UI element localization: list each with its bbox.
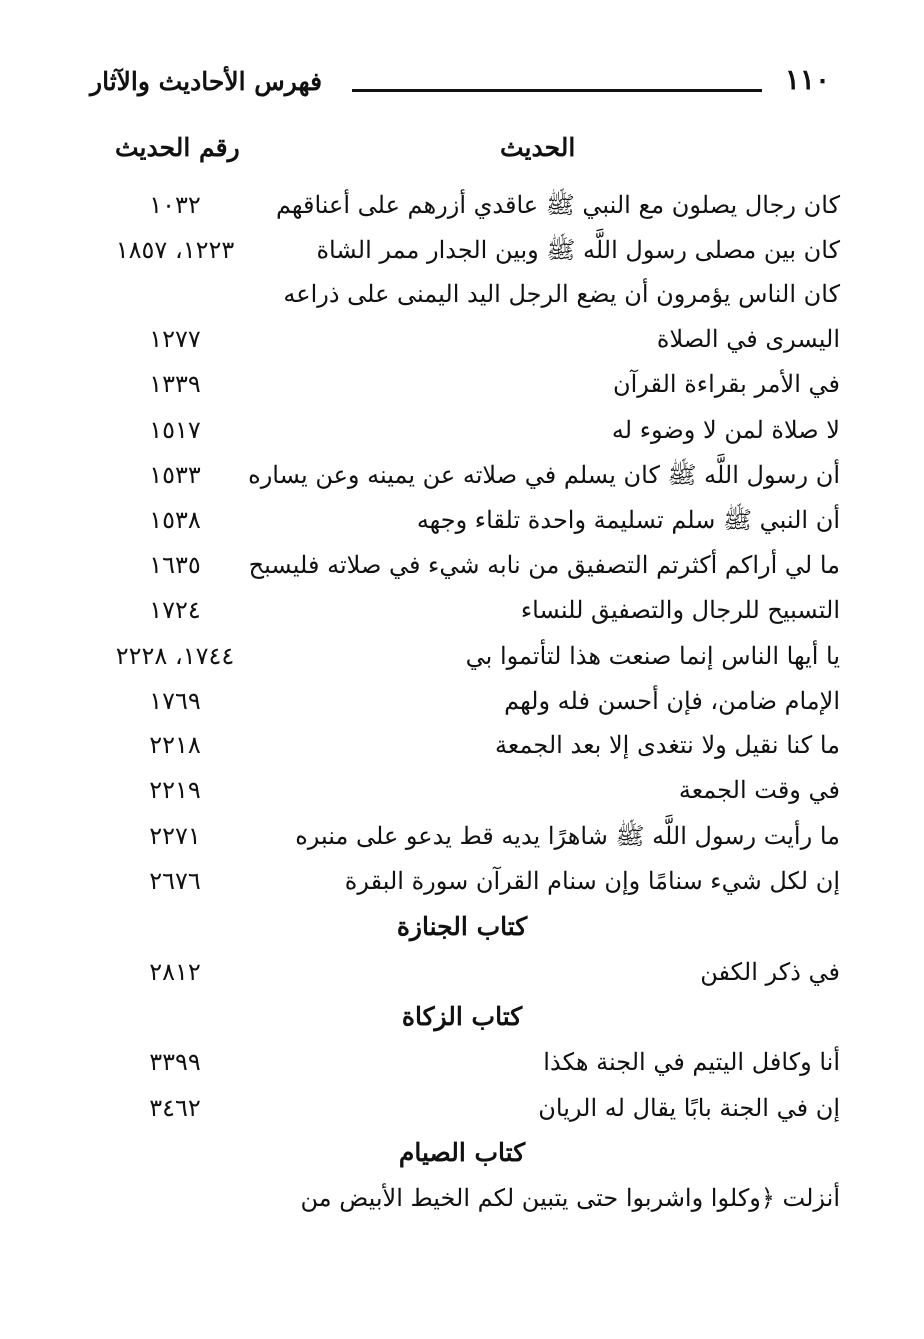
entry-text: ما لي أراكم أكثرتم التصفيق من نابه شيء في صلاته فليسبح	[248, 551, 840, 579]
index-entry	[100, 410, 840, 450]
entry-text: لا صلاة لمن لا وضوء له	[611, 416, 840, 444]
entry-number: ١٠٣٢	[149, 191, 201, 219]
entry-text: الإمام ضامن، فإن أحسن فله ولهم	[504, 687, 840, 715]
entry-number: ٢٦٧٦	[149, 867, 201, 895]
index-entry	[100, 725, 840, 765]
index-entry	[100, 364, 840, 404]
index-entry	[100, 1088, 840, 1128]
index-entry	[100, 590, 840, 630]
entry-text: إن لكل شيء سنامًا وإن سنام القرآن سورة البقرة	[344, 867, 840, 895]
index-entry	[100, 274, 840, 314]
index-entry	[100, 816, 840, 856]
index-entry	[100, 500, 840, 540]
entry-number: ١٢٢٣، ١٨٥٧	[115, 236, 235, 264]
index-entry	[100, 185, 840, 225]
entry-text: أنزلت ﴿وكلوا واشربوا حتى يتبين لكم الخيط الأبيض من	[300, 1184, 840, 1212]
entry-number: ١٦٣٥	[149, 551, 201, 579]
entry-text: في الأمر بقراءة القرآن	[612, 370, 840, 398]
index-entry	[100, 1178, 840, 1218]
entry-text: يا أيها الناس إنما صنعت هذا لتأتموا بي	[465, 642, 840, 670]
entry-text: أن رسول اللَّه ﷺ كان يسلم في صلاته عن يمينه وعن يساره	[248, 461, 840, 489]
column-heading-number: رقم الحديث	[115, 133, 240, 162]
entry-text: كان الناس يؤمرون أن يضع الرجل اليد اليمنى على ذراعه	[283, 280, 840, 308]
entry-number: ١٧٤٤، ٢٢٢٨	[115, 642, 235, 670]
column-heading-hadith: الحديث	[500, 133, 576, 162]
index-entry	[100, 230, 840, 270]
header-rule	[352, 89, 762, 92]
entry-number: ٢٢١٩	[149, 776, 201, 804]
entry-text: أنا وكافل اليتيم في الجنة هكذا	[543, 1048, 840, 1076]
running-title: فهرس الأحاديث والآثار	[90, 67, 323, 96]
index-entry	[100, 861, 840, 901]
index-entry	[100, 952, 840, 992]
entry-text: أن النبي ﷺ سلم تسليمة واحدة تلقاء وجهه	[416, 506, 840, 534]
entry-number: ١٥٣٣	[149, 461, 201, 489]
entry-number: ١٣٣٩	[149, 370, 201, 398]
entry-text: اليسرى في الصلاة	[656, 325, 840, 353]
entry-number: ١٥١٧	[149, 416, 201, 444]
section-title-zakat: كتاب الزكاة	[401, 1002, 523, 1031]
entry-text: إن في الجنة بابًا يقال له الريان	[538, 1094, 840, 1122]
running-header	[90, 62, 830, 112]
entry-text: ما رأيت رسول اللَّه ﷺ شاهرًا يديه قط يدعو على منبره	[295, 822, 840, 850]
entry-text: كان رجال يصلون مع النبي ﷺ عاقدي أزرهم على أعناقهم	[275, 191, 840, 219]
entry-number: ٢٨١٢	[149, 958, 201, 986]
entry-text: ما كنا نقيل ولا نتغدى إلا بعد الجمعة	[495, 731, 840, 759]
index-entry	[100, 770, 840, 810]
entry-text: في وقت الجمعة	[678, 776, 840, 804]
index-entry	[100, 455, 840, 495]
entry-number: ٣٣٩٩	[149, 1048, 201, 1076]
entry-number: ١٥٣٨	[149, 506, 201, 534]
index-entry	[100, 319, 840, 359]
entry-number: ١٢٧٧	[149, 325, 201, 353]
entry-text: في ذكر الكفن	[700, 958, 840, 986]
index-entry	[100, 636, 840, 676]
entry-number: ١٧٢٤	[149, 596, 201, 624]
index-entry	[100, 681, 840, 721]
page-number: ١١٠	[784, 63, 830, 96]
section-title-fasting: كتاب الصيام	[398, 1138, 526, 1167]
entry-number: ١٧٦٩	[149, 687, 201, 715]
entry-text: التسبيح للرجال والتصفيق للنساء	[520, 596, 840, 624]
index-entry	[100, 545, 840, 585]
entry-number: ٢٢٧١	[149, 822, 201, 850]
entry-text: كان بين مصلى رسول اللَّه ﷺ وبين الجدار ممر الشاة	[316, 236, 840, 264]
index-entry	[100, 1042, 840, 1082]
section-title-funeral: كتاب الجنازة	[396, 912, 528, 941]
entry-number: ٣٤٦٢	[149, 1094, 201, 1122]
entry-number: ٢٢١٨	[149, 731, 201, 759]
